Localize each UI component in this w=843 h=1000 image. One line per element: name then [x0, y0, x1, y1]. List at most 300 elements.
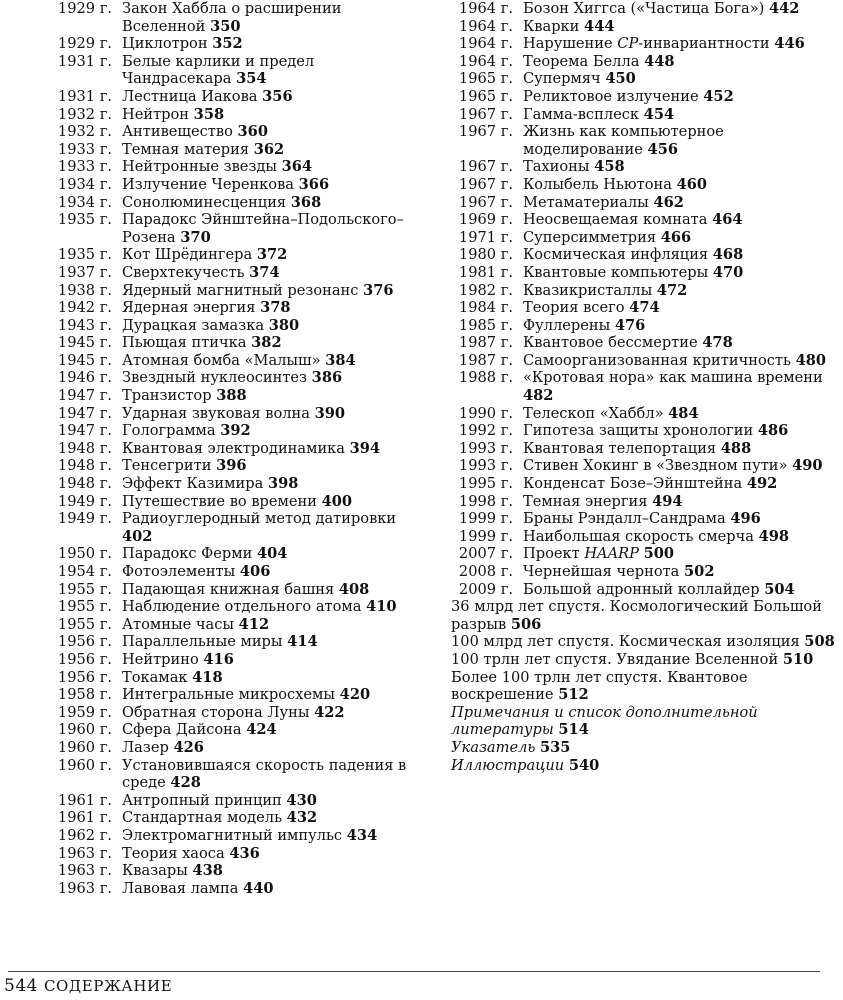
- toc-page-number: 510: [782, 650, 814, 668]
- toc-title: 36 млрд лет спустя. Космологический Большой разрыв: [451, 598, 822, 633]
- toc-text: [513, 35, 843, 53]
- toc-text: [112, 246, 420, 264]
- toc-page-number: 434: [346, 826, 378, 844]
- toc-title: Более 100 трлн лет спустя. Квантовое воскрешение: [451, 668, 748, 704]
- toc-title: Ударная звуковая волна: [122, 404, 310, 422]
- toc-title: 100 трлн лет спустя. Увядание Вселенной: [451, 650, 779, 668]
- toc-title: Примечания и список дополнительной литературы: [451, 703, 758, 739]
- toc-entry: [451, 651, 843, 669]
- toc-title: Браны Рэндалл–Сандрама: [523, 510, 726, 528]
- toc-entry: [451, 493, 843, 511]
- toc-title: Циклотрон: [122, 35, 208, 53]
- toc-page-number: 376: [363, 281, 394, 299]
- toc-text: [513, 545, 843, 563]
- page-footer: [4, 975, 172, 997]
- toc-page-number: 442: [768, 0, 800, 17]
- toc-page-number: 504: [764, 580, 795, 598]
- toc-entry: [0, 880, 420, 898]
- toc-text: [112, 598, 420, 616]
- toc-text: [112, 211, 420, 246]
- toc-entry: [451, 598, 843, 633]
- toc-title: Радиоуглеродный метод датировки: [122, 510, 397, 528]
- toc-year: 1956 г.: [57, 633, 112, 651]
- toc-title: Супермяч: [523, 70, 601, 88]
- toc-left-column: [0, 0, 420, 897]
- toc-text: [112, 563, 420, 581]
- toc-title: Голограмма: [122, 422, 216, 440]
- toc-entry: [451, 669, 843, 704]
- toc-page-number: 480: [795, 351, 827, 369]
- toc-title: Квазикристаллы: [523, 281, 653, 299]
- toc-page-number: 406: [239, 563, 271, 580]
- toc-entry: [0, 792, 420, 810]
- toc-page-number: 370: [180, 228, 211, 246]
- toc-title: Токамак: [122, 668, 188, 686]
- toc-year: 1964 г.: [458, 0, 513, 17]
- section-title: СОДЕРЖАНИЕ: [43, 977, 173, 995]
- toc-text: [513, 475, 843, 493]
- toc-title: Сверхтекучесть: [122, 263, 245, 281]
- toc-title: Параллельные миры: [122, 633, 283, 651]
- toc-title: Закон Хаббла о расширении Вселенной: [122, 0, 342, 35]
- toc-title: Указатель: [451, 738, 536, 756]
- toc-page-number: 512: [558, 686, 589, 704]
- toc-entry: [451, 18, 843, 36]
- toc-entry: [0, 721, 420, 739]
- toc-year: 2009 г.: [458, 580, 513, 598]
- toc-text: [513, 369, 843, 404]
- toc-title: Нейтрино: [122, 650, 199, 668]
- toc-year: 1969 г.: [458, 211, 513, 229]
- toc-page-number: 426: [173, 738, 204, 756]
- toc-entry: [0, 669, 420, 687]
- toc-page-number: 482: [523, 387, 554, 405]
- toc-text: [513, 88, 843, 106]
- toc-entry: [451, 282, 843, 300]
- toc-text: [112, 757, 420, 792]
- toc-page-number: 350: [210, 17, 241, 35]
- toc-title: Звездный нуклеосинтез: [122, 369, 308, 387]
- toc-entry: [451, 422, 843, 440]
- toc-entry: [451, 158, 843, 176]
- toc-text: [112, 387, 420, 405]
- toc-text: [112, 704, 420, 722]
- toc-title: Темная энергия: [523, 492, 648, 510]
- toc-page-number: 540: [568, 756, 600, 774]
- toc-page-number: 362: [253, 140, 285, 158]
- toc-year: 1963 г.: [57, 844, 112, 862]
- toc-text: [112, 264, 420, 282]
- toc-entry: [451, 475, 843, 493]
- toc-text: [112, 352, 420, 370]
- toc-text: [513, 18, 843, 36]
- toc-text: [513, 457, 843, 475]
- toc-title: Жизнь как компьютерное моделирование: [523, 123, 724, 158]
- toc-year: 1933 г.: [57, 140, 112, 158]
- toc-year: 1987 г.: [458, 334, 513, 352]
- toc-page-number: 384: [325, 351, 356, 369]
- toc-page-number: 452: [703, 87, 734, 105]
- toc-text: [112, 686, 420, 704]
- toc-title: Теорема Белла: [523, 52, 640, 70]
- toc-title: Нарушение: [523, 35, 613, 53]
- toc-entry: [0, 352, 420, 370]
- toc-page-number: 456: [647, 140, 679, 158]
- toc-title: Интегральные микросхемы: [122, 686, 336, 704]
- toc-year: 1932 г.: [57, 123, 112, 141]
- toc-page-number: 486: [757, 422, 789, 440]
- toc-page-number: 374: [249, 263, 280, 281]
- toc-title: Квантовая телепортация: [523, 439, 717, 457]
- toc-year: 1963 г.: [57, 862, 112, 880]
- toc-page-number: 438: [192, 862, 223, 880]
- toc-entry: [451, 704, 843, 739]
- toc-title: Наибольшая скорость смерча: [523, 527, 754, 545]
- toc-title: Бозон Хиггса («Частица Бога»): [523, 0, 765, 17]
- toc-page-number: 458: [594, 158, 625, 176]
- toc-page-number: 380: [268, 316, 300, 334]
- toc-title: Космическая инфляция: [523, 246, 709, 264]
- toc-page-number: 398: [267, 475, 299, 493]
- toc-entry: [0, 317, 420, 335]
- toc-year: 1931 г.: [57, 87, 112, 105]
- toc-title: Метаматериалы: [523, 193, 649, 211]
- toc-text: [112, 721, 420, 739]
- toc-year: 1964 г.: [458, 52, 513, 70]
- toc-entry: [0, 739, 420, 757]
- toc-year: 1959 г.: [57, 703, 112, 721]
- toc-entry: [451, 194, 843, 212]
- toc-title: Суперсимметрия: [523, 228, 657, 246]
- toc-year: 1955 г.: [57, 580, 112, 598]
- toc-text: [112, 457, 420, 475]
- toc-entry: [0, 862, 420, 880]
- toc-entry: [0, 158, 420, 176]
- toc-year: 2007 г.: [458, 545, 513, 563]
- toc-page-number: 476: [614, 316, 646, 334]
- toc-page-number: 388: [216, 387, 247, 405]
- toc-title: Путешествие во времени: [122, 492, 317, 510]
- toc-page-number: 420: [339, 686, 371, 704]
- toc-year: 1945 г.: [57, 334, 112, 352]
- toc-text: [451, 757, 603, 774]
- toc-text: [513, 246, 843, 264]
- toc-text: [513, 123, 843, 158]
- toc-entry: [0, 598, 420, 616]
- toc-text: [112, 827, 420, 845]
- toc-year: 1993 г.: [458, 457, 513, 475]
- toc-year: 1961 г.: [57, 809, 112, 827]
- toc-title: Сфера Дайсона: [122, 721, 242, 739]
- toc-entry: [451, 106, 843, 124]
- toc-year: 1932 г.: [57, 105, 112, 123]
- toc-title: Тахионы: [523, 158, 590, 176]
- toc-title: Неосвещаемая комната: [523, 211, 708, 229]
- toc-entry: [451, 457, 843, 475]
- toc-title: Колыбель Ньютона: [523, 175, 672, 193]
- toc-text: [112, 493, 420, 511]
- toc-text: [112, 194, 420, 212]
- toc-page-number: 514: [558, 721, 589, 739]
- toc-page-number: 418: [192, 668, 223, 686]
- toc-text: [112, 862, 420, 880]
- toc-entry: [0, 440, 420, 458]
- toc-entry: [0, 387, 420, 405]
- toc-title: Квазары: [122, 862, 188, 880]
- toc-year: 1955 г.: [57, 598, 112, 616]
- toc-year: 1929 г.: [57, 35, 112, 53]
- toc-page-number: 468: [712, 246, 744, 264]
- toc-page-number: 412: [238, 615, 270, 633]
- toc-page-number: 478: [702, 334, 733, 352]
- toc-page-number: 500: [643, 545, 675, 563]
- toc-text: [112, 88, 420, 106]
- toc-page-number: 382: [251, 334, 282, 352]
- toc-page-number: 448: [644, 52, 675, 70]
- toc-title: Пьющая птичка: [122, 334, 247, 352]
- toc-year: 1987 г.: [458, 351, 513, 369]
- toc-year: 1961 г.: [57, 791, 112, 809]
- toc-text: [112, 123, 420, 141]
- toc-title: Наблюдение отдельного атома: [122, 598, 362, 616]
- toc-entry: [451, 0, 843, 18]
- toc-year: 1956 г.: [57, 668, 112, 686]
- toc-title: Конденсат Бозе–Эйнштейна: [523, 475, 743, 493]
- footer-rule: [8, 971, 820, 972]
- toc-year: 1967 г.: [458, 123, 513, 141]
- toc-page-number: 428: [170, 774, 201, 792]
- toc-title: Нейтронные звезды: [122, 158, 278, 176]
- toc-text: [513, 264, 843, 282]
- toc-page-number: 422: [314, 703, 345, 721]
- toc-text: [513, 493, 843, 511]
- toc-entry: [451, 317, 843, 335]
- toc-title: Лестница Иакова: [122, 87, 258, 105]
- toc-text: [451, 669, 748, 704]
- toc-title: Стивен Хокинг в «Звездном пути»: [523, 457, 788, 475]
- toc-page-number: 436: [229, 844, 260, 862]
- toc-entry: [0, 475, 420, 493]
- toc-entry: [0, 704, 420, 722]
- toc-year: 1947 г.: [57, 404, 112, 422]
- toc-year: 1990 г.: [458, 404, 513, 422]
- toc-page-number: 508: [804, 633, 835, 651]
- toc-year: 1954 г.: [57, 563, 112, 580]
- toc-page-number: 402: [122, 527, 153, 545]
- toc-text: [112, 158, 420, 176]
- toc-page-number: 396: [216, 457, 247, 475]
- toc-year: 1929 г.: [57, 0, 112, 17]
- toc-title: Стандартная модель: [122, 809, 283, 827]
- toc-title: Дурацкая замазка: [122, 316, 265, 334]
- toc-entry: [451, 739, 843, 757]
- toc-page-number: 432: [286, 809, 318, 827]
- toc-text: [513, 352, 843, 370]
- toc-year: 1967 г.: [458, 105, 513, 123]
- toc-page-number: 372: [256, 246, 288, 264]
- toc-title: Антропный принцип: [122, 791, 282, 809]
- toc-title: Иллюстрации: [451, 756, 565, 774]
- toc-year: 1982 г.: [458, 281, 513, 299]
- toc-entry: [451, 405, 843, 423]
- toc-text: [112, 440, 420, 458]
- toc-year: 1985 г.: [458, 316, 513, 334]
- toc-year: 1960 г.: [57, 738, 112, 756]
- toc-text: [112, 845, 420, 863]
- toc-page-number: 386: [311, 369, 343, 387]
- toc-text: [513, 0, 843, 18]
- toc-page-number: 424: [246, 721, 277, 739]
- toc-title: Атомные часы: [122, 615, 235, 633]
- toc-page-number: 506: [510, 615, 542, 633]
- toc-text: [513, 528, 843, 546]
- toc-entry: [0, 422, 420, 440]
- toc-title: Квантовое бессмертие: [523, 334, 698, 352]
- toc-text: [112, 616, 420, 634]
- toc-page-number: 430: [286, 791, 317, 809]
- toc-text: [513, 317, 843, 335]
- toc-entry: [451, 53, 843, 71]
- toc-text: [513, 194, 843, 212]
- toc-year: 1960 г.: [57, 756, 112, 774]
- toc-entry: [451, 440, 843, 458]
- toc-year: 1980 г.: [458, 246, 513, 264]
- toc-year: 1965 г.: [458, 70, 513, 88]
- toc-year: 1956 г.: [57, 650, 112, 668]
- toc-entry: [451, 633, 843, 651]
- toc-page-number: 444: [584, 17, 615, 35]
- toc-text: [513, 563, 843, 581]
- toc-page-number: 364: [281, 158, 313, 176]
- toc-page-number: 494: [652, 492, 683, 510]
- toc-page-number: 466: [660, 228, 692, 246]
- toc-entry: [0, 106, 420, 124]
- toc-text: [513, 282, 843, 300]
- toc-year: 1960 г.: [57, 721, 112, 739]
- toc-text: [112, 106, 420, 124]
- toc-year: 1931 г.: [57, 52, 112, 70]
- toc-entry: [0, 141, 420, 159]
- toc-year: 1946 г.: [57, 369, 112, 387]
- toc-entry: [0, 493, 420, 511]
- toc-title: Парадокс Эйнштейна–Подольского–Розена: [122, 211, 404, 246]
- toc-year: 1967 г.: [458, 175, 513, 193]
- toc-entry: [0, 651, 420, 669]
- toc-title: Электромагнитный импульс: [122, 826, 343, 844]
- toc-year: 1967 г.: [458, 158, 513, 176]
- toc-year: 1971 г.: [458, 228, 513, 246]
- toc-page-number: 378: [260, 299, 291, 317]
- toc-text: [513, 53, 843, 71]
- toc-entry: [0, 0, 420, 35]
- toc-page-number: 400: [321, 492, 353, 510]
- toc-text: [112, 176, 420, 194]
- toc-text: [112, 792, 420, 810]
- toc-title: Проект: [523, 545, 580, 563]
- toc-page-number: 450: [605, 70, 636, 88]
- toc-page-number: 390: [314, 404, 346, 422]
- toc-title: Белые карлики и предел Чандрасекара: [122, 52, 315, 88]
- toc-page-number: 454: [643, 105, 675, 123]
- toc-entry: [0, 194, 420, 212]
- toc-text: [112, 545, 420, 563]
- toc-year: 1981 г.: [458, 263, 513, 281]
- toc-title: Ядерный магнитный резонанс: [122, 281, 359, 299]
- toc-title: Теория хаоса: [122, 844, 225, 862]
- toc-year: 1998 г.: [458, 492, 513, 510]
- toc-page-number: 484: [668, 404, 699, 422]
- toc-entry: [451, 88, 843, 106]
- toc-page-number: 535: [539, 738, 571, 756]
- toc-title: Тенсегрити: [122, 457, 212, 475]
- toc-text: [513, 229, 843, 247]
- toc-year: 1958 г.: [57, 686, 112, 704]
- toc-text: [451, 651, 817, 668]
- toc-text: [112, 0, 420, 35]
- toc-text: [112, 633, 420, 651]
- toc-entry: [0, 334, 420, 352]
- toc-entry: [451, 229, 843, 247]
- toc-entry: [0, 264, 420, 282]
- toc-title: Гипотеза защиты хронологии: [523, 422, 754, 440]
- toc-entry: [451, 528, 843, 546]
- toc-entry: [0, 35, 420, 53]
- toc-text: [112, 334, 420, 352]
- toc-title-italic: CP: [617, 35, 639, 53]
- toc-title: Эффект Казимира: [122, 475, 264, 493]
- toc-text: [513, 299, 843, 317]
- toc-year: 1993 г.: [458, 439, 513, 457]
- toc-right-column: [451, 0, 843, 774]
- toc-entry: [0, 545, 420, 563]
- toc-text: [112, 809, 420, 827]
- toc-title: Телескоп «Хаббл»: [523, 404, 664, 422]
- toc-title: Чернейшая чернота: [523, 563, 680, 580]
- toc-entry: [451, 211, 843, 229]
- toc-page-number: 352: [212, 35, 243, 53]
- toc-text: [112, 669, 420, 687]
- toc-page-number: 460: [676, 175, 708, 193]
- toc-year: 1992 г.: [458, 422, 513, 440]
- toc-entry: [451, 757, 843, 775]
- toc-year: 1948 г.: [57, 439, 112, 457]
- toc-text: [112, 422, 420, 440]
- toc-entry: [451, 334, 843, 352]
- toc-year: 1999 г.: [458, 510, 513, 528]
- toc-page-number: 408: [338, 580, 370, 598]
- toc-entry: [451, 123, 843, 158]
- toc-page-number: 464: [712, 211, 743, 229]
- toc-page-number: 462: [653, 193, 684, 211]
- toc-year: 1962 г.: [57, 826, 112, 844]
- toc-entry: [0, 123, 420, 141]
- toc-page-number: 404: [257, 545, 288, 563]
- toc-title: Кот Шрёдингера: [122, 246, 253, 264]
- toc-title: Теория всего: [523, 299, 625, 317]
- toc-title: Гамма-всплеск: [523, 105, 640, 123]
- toc-title: Нейтрон: [122, 105, 190, 123]
- toc-title: Кварки: [523, 17, 580, 35]
- toc-title: Квантовая электродинамика: [122, 439, 346, 457]
- toc-page-number: 416: [203, 650, 234, 668]
- toc-page-number: 472: [656, 281, 688, 299]
- toc-title: Ядерная энергия: [122, 299, 256, 317]
- toc-entry: [451, 545, 843, 563]
- toc-year: 1995 г.: [458, 475, 513, 493]
- toc-entry: [451, 176, 843, 194]
- toc-title: 100 млрд лет спустя. Космическая изоляция: [451, 633, 800, 651]
- toc-entry: [0, 88, 420, 106]
